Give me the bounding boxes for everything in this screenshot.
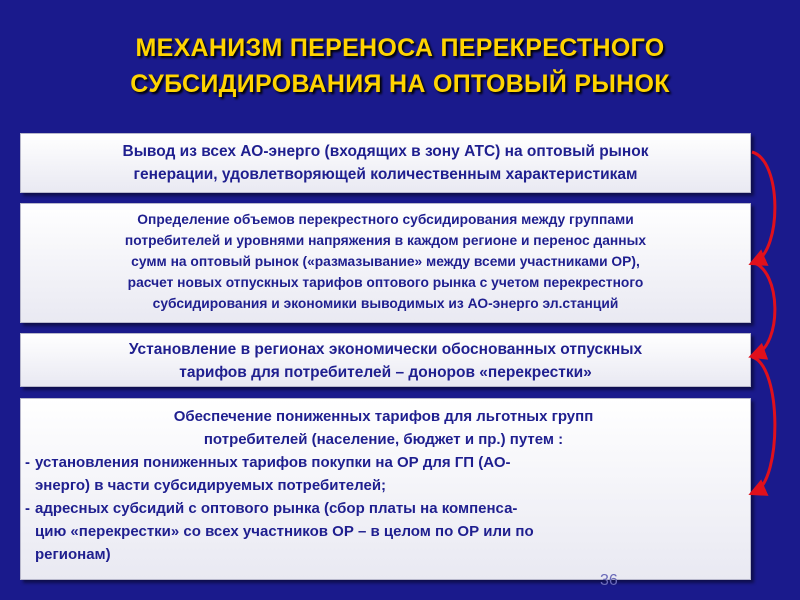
bullet-1-line-2: энерго) в части субсидируемых потребителей;	[35, 477, 387, 494]
step-1-line-1: Вывод из всех АО-энерго (входящих в зону АТС) на оптовый рынок	[122, 143, 649, 160]
connector-arrow-2	[752, 262, 775, 355]
bullet-dash: -	[25, 454, 30, 471]
slide-title-line-2: СУБСИДИРОВАНИЯ НА ОПТОВЫЙ РЫНОК	[130, 70, 670, 98]
step-2-line-2: потребителей и уровнями напряжения в каждом регионе и перенос данных	[124, 233, 647, 248]
step-3-line-2: тарифов для потребителей – доноров «перекрестки»	[179, 364, 592, 381]
bullet-2-line-1: адресных субсидий с оптового рынка (сбор платы на компенса-	[35, 500, 518, 517]
page-number: 36	[600, 572, 618, 589]
bullet-dash: -	[25, 500, 30, 517]
step-3-line-1: Установление в регионах экономически обоснованных отпускных	[128, 341, 643, 358]
step-2-line-1: Определение объемов перекрестного субсидирования между группами	[137, 212, 634, 227]
bullet-1-line-1: установления пониженных тарифов покупки на ОР для ГП (АО-	[35, 454, 511, 471]
bullet-2-line-3: регионам)	[35, 546, 111, 563]
step-4-intro-1: Обеспечение пониженных тарифов для льготных групп	[173, 408, 594, 425]
step-1-line-2: генерации, удовлетворяющей количественным характеристикам	[133, 166, 638, 183]
step-2-line-5: субсидирования и экономики выводимых из АО-энерго эл.станций	[152, 296, 619, 311]
bullet-2-line-2: цию «перекрестки» со всех участников ОР – в целом по ОР или по	[35, 523, 534, 540]
connector-arrow-1	[752, 152, 775, 262]
slide-title-line-1: МЕХАНИЗМ ПЕРЕНОСА ПЕРЕКРЕСТНОГО	[135, 34, 665, 62]
step-2-line-4: расчет новых отпускных тарифов оптового рынка с учетом перекрестного	[127, 275, 644, 290]
step-2-line-3: сумм на оптовый рынок («размазывание» между всеми участниками ОР),	[131, 254, 640, 269]
connector-arrow-3	[752, 357, 775, 492]
step-4-intro-2: потребителей (население, бюджет и пр.) путем :	[203, 431, 564, 448]
